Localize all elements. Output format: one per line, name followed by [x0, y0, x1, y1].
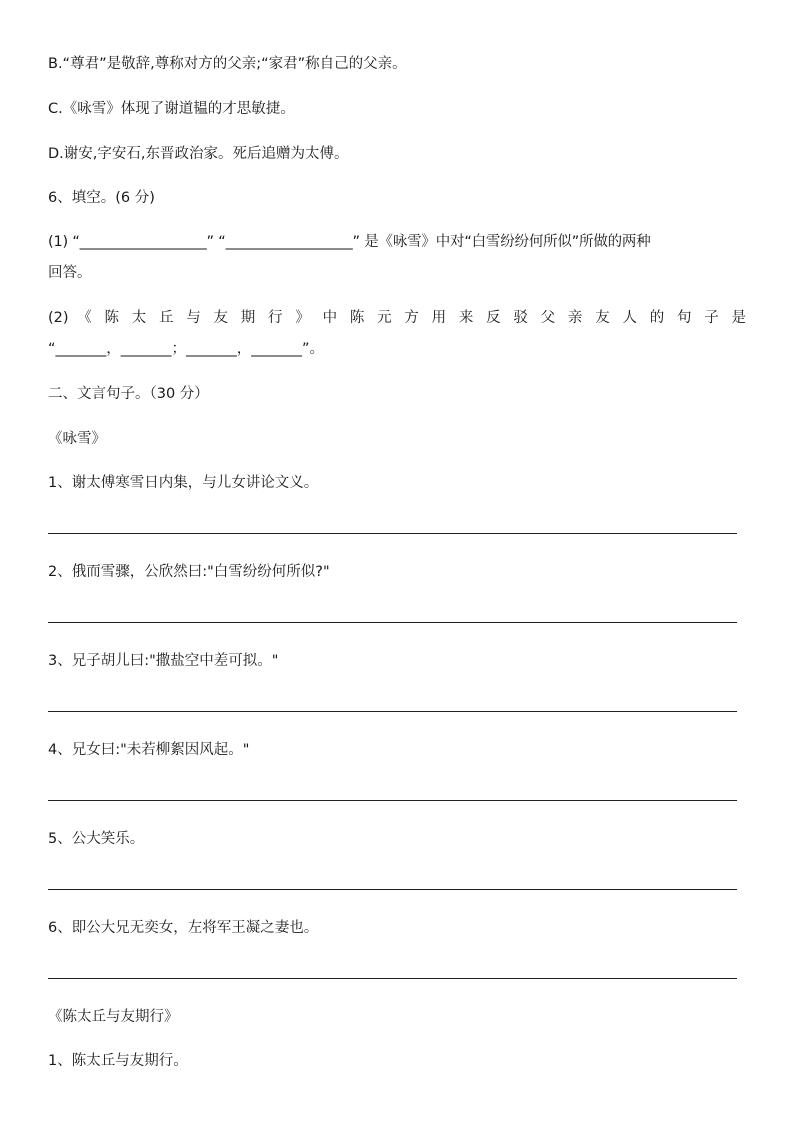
option-b: B.“尊君”是敬辞,尊称对方的父亲;“家君”称自己的父亲。: [48, 56, 407, 72]
answer-line-1: [48, 533, 737, 534]
answer-line-4: [48, 800, 737, 801]
option-c: C.《咏雪》体现了谢道韫的才思敏捷。: [48, 101, 295, 117]
yongxue-item-5: 5、公大笑乐。: [48, 831, 145, 847]
answer-line-6: [48, 978, 737, 979]
section-2-title: 二、文言句子。（30 分）: [48, 386, 209, 402]
yongxue-item-6: 6、即公大兄无奕女，左将军王凝之妻也。: [48, 920, 319, 936]
answer-line-3: [48, 711, 737, 712]
question-6-2-line2: “_______，_______；_______，_______”。: [48, 341, 325, 357]
yongxue-item-3: 3、兄子胡儿曰:"撒盐空中差可拟。": [48, 653, 279, 669]
option-d: D.谢安,字安石,东晋政治家。死后追赠为太傅。: [48, 146, 349, 162]
yongxue-item-2: 2、俄而雪骤，公欣然曰:"白雪纷纷何所似?": [48, 564, 330, 580]
question-6-2-line1: (2) 《 陈 太 丘 与 友 期 行 》 中 陈 元 方 用 来 反 驳 父 亲 友 人 的 句 子 是: [48, 310, 746, 326]
yongxue-item-1: 1、谢太傅寒雪日内集，与儿女讲论文义。: [48, 475, 319, 491]
yongxue-item-4: 4、兄女曰:"未若柳絮因风起。": [48, 742, 250, 758]
chentaiqiu-heading: 《陈太丘与友期行》: [48, 1009, 179, 1025]
question-6-1-line2: 回答。: [48, 265, 92, 281]
question-6-1-line1: (1) “__________________” “__________________” 是《咏雪》中对“白雪纷纷何所似”所做的两种: [48, 234, 651, 250]
answer-line-5: [48, 889, 737, 890]
chentaiqiu-item-1: 1、陈太丘与友期行。: [48, 1053, 188, 1069]
question-6-title: 6、填空。(6 分): [48, 190, 155, 206]
yongxue-heading: 《咏雪》: [48, 431, 106, 447]
answer-line-2: [48, 622, 737, 623]
